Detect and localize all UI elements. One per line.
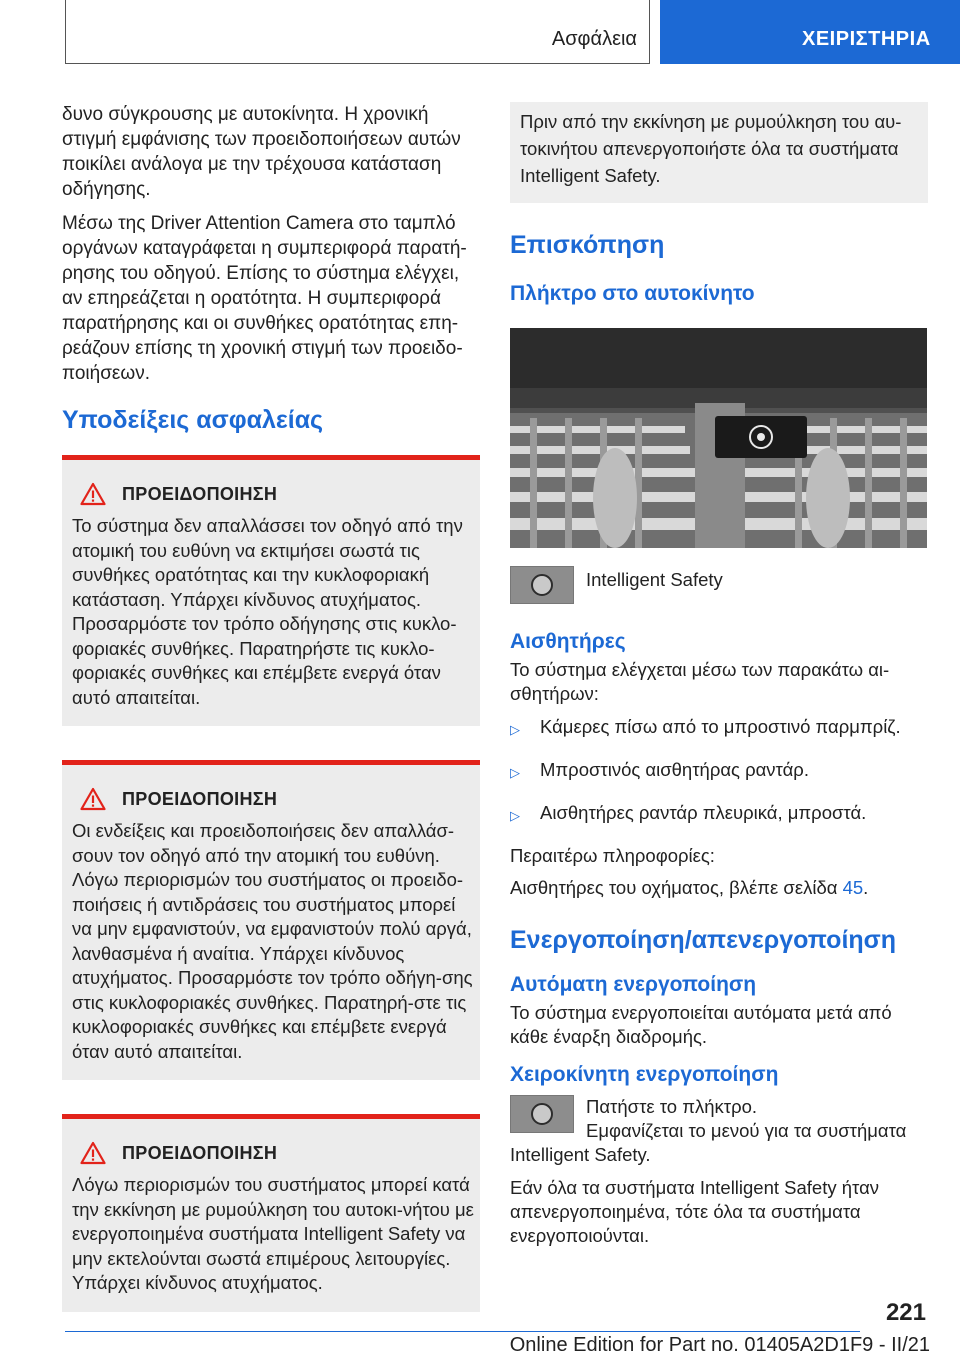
auto-activation-text: Το σύστημα ενεργοποιείται αυτόματα μετά από κάθε έναρξη διαδρομής. [510,1002,892,1047]
header-chapter-tab[interactable]: ΧΕΙΡΙΣΤΗΡΙΑ [660,0,960,64]
list-item: ▷ Μπροστινός αισθητήρας ραντάρ. [510,758,928,785]
warning-title: ΠΡΟΕΙΔΟΠΟΙΗΣΗ [122,483,278,504]
warning-box-3 [62,1114,480,1312]
note-box [510,102,928,203]
sensors-reference: Αισθητήρες του οχήματος, βλέπε σελίδα 45. [510,877,869,898]
header-section-title: Ασφάλεια [551,28,637,50]
manual-step: Πατήστε το πλήκτρο. [586,1096,758,1117]
intro-paragraph-1: δυνο σύγκρουσης με αυτοκίνητα. Η χρονική στιγμή εμφάνισης των προειδοποιήσεων αυτών ποικίλει ανάλογα με την τρέχουσα κατάσταση οδήγησης. [62,104,461,200]
activation-heading: Ενεργοποίηση/απενεργοποίηση [510,926,897,954]
safety-notes-heading: Υποδείξεις ασφαλείας [62,406,324,434]
intelligent-safety-button-icon [510,566,574,604]
warning-text: Το σύστημα δεν απαλλάσσει τον οδηγό από την ατομική του ευθύνη να εκτιμήσει σωστά τις συνθήκες ορατότητας και την κυκλοφοριακή κατάσταση. Υπάρχει κίνδυνος ατυχήματος. Προσαρμόστε τον τρόπο οδήγησης στις κυκλο-φοριακές συνθήκες. Παρατηρήστε τις κυκλο-φοριακές συνθήκες και επέμβετε ενεργά όταν αυτό απαιτείται. [72,515,463,708]
triangle-bullet-icon: ▷ [510,808,520,823]
triangle-bullet-icon: ▷ [510,765,520,780]
warning-box-2 [62,760,480,1080]
sensor-list [510,715,928,828]
warning-text: Οι ενδείξεις και προειδοποιήσεις δεν απαλλάσ-σουν τον οδηγό από την ατομική του ευθύνη. Λόγω περιορισμών του συστήματος οι προειδο-ποιήσεις ή αντιδράσεις του συστήματος μπορεί να μην εμφανιστούν, να εμφανιστούν πολύ αργά, λανθασμένα ή αναίτια. Υπάρχει κίνδυνος ατυχήματος. Προσαρμόστε τον τρόπο οδήγη-σης στις κυκλοφοριακές συνθήκες. Παρατηρή-στε τις κυκλοφοριακές συνθήκες και επέμβετε ενεργά όταν αυτό απαιτείται. [72,820,473,1062]
list-item: ▷ Κάμερες πίσω από το μπροστινό παρμπρίζ. [510,715,928,742]
intelligent-safety-button-icon [510,1095,574,1133]
warning-triangle-icon [80,1141,106,1165]
left-column [62,102,480,1346]
manual-activation-heading: Χειροκίνητη ενεργοποίηση [510,1063,779,1086]
footer-edition: Online Edition for Part no. 01405A2D1F9 - II/21 [509,1334,930,1356]
warning-title: ΠΡΟΕΙΔΟΠΟΙΗΣΗ [122,788,278,809]
list-item: ▷ Αισθητήρες ραντάρ πλευρικά, μπροστά. [510,801,928,828]
warning-text: Λόγω περιορισμών του συστήματος μπορεί κατά την εκκίνηση με ρυμούλκηση του αυτοκι-νήτου με ενεργοποιημένα συστήματα Intelligent Safety να μην εκτελούνται σωστά επιμέρους λειτουργίες. Υπάρχει κίνδυνος ατυχήματος. [72,1174,474,1293]
sensors-intro: Το σύστημα ελέγχεται μέσω των παρακάτω αι-σθητήρων: [510,659,890,704]
page-link[interactable]: 45 [842,877,864,898]
header-section-box [65,0,650,64]
warning-title: ΠΡΟΕΙΔΟΠΟΙΗΣΗ [122,1142,278,1163]
manual-result: Εμφανίζεται το μενού για τα συστήματα Intelligent Safety. [510,1120,907,1165]
footer-divider [65,1331,860,1332]
more-info-label: Περαιτέρω πληροφορίες: [510,845,715,866]
button-caption: Intelligent Safety [586,569,723,590]
dashboard-button-photo [510,328,927,548]
warning-triangle-icon [80,787,106,811]
button-in-car-heading: Πλήκτρο στο αυτοκίνητο [510,282,755,305]
intro-paragraph-2: Μέσω της Driver Attention Camera στο ταμπλό οργάνων καταγράφεται η συμπεριφορά παρατή-ρησης του οδηγού. Επίσης το σύστημα ελέγχει, αν επηρεάζεται η ορατότητα. Η συμπεριφορά παρατήρησης και οι συνθήκες ορατότητας επη-ρεάζουν επίσης τη χρονική στιγμή των προειδο-ποιήσεων. [62,213,467,384]
overview-heading: Επισκόπηση [510,231,665,259]
dashboard-vents-image [510,328,927,548]
triangle-bullet-icon: ▷ [510,722,520,737]
auto-activation-heading: Αυτόματη ενεργοποίηση [510,973,757,996]
manual-note: Εάν όλα τα συστήματα Intelligent Safety ήταν απενεργοποιημένα, τότε όλα τα συστήματα ενεργοποιούνται. [510,1177,880,1246]
sensors-heading: Αισθητήρες [510,630,626,653]
page-number: 221 [885,1299,926,1326]
warning-box-1 [62,455,480,726]
right-column [510,102,928,1257]
warning-triangle-icon [80,482,106,506]
note-text: Πριν από την εκκίνηση με ρυμούλκηση του αυ-τοκινήτου απενεργοποιήστε όλα τα συστήματα Intelligent Safety. [520,111,902,186]
